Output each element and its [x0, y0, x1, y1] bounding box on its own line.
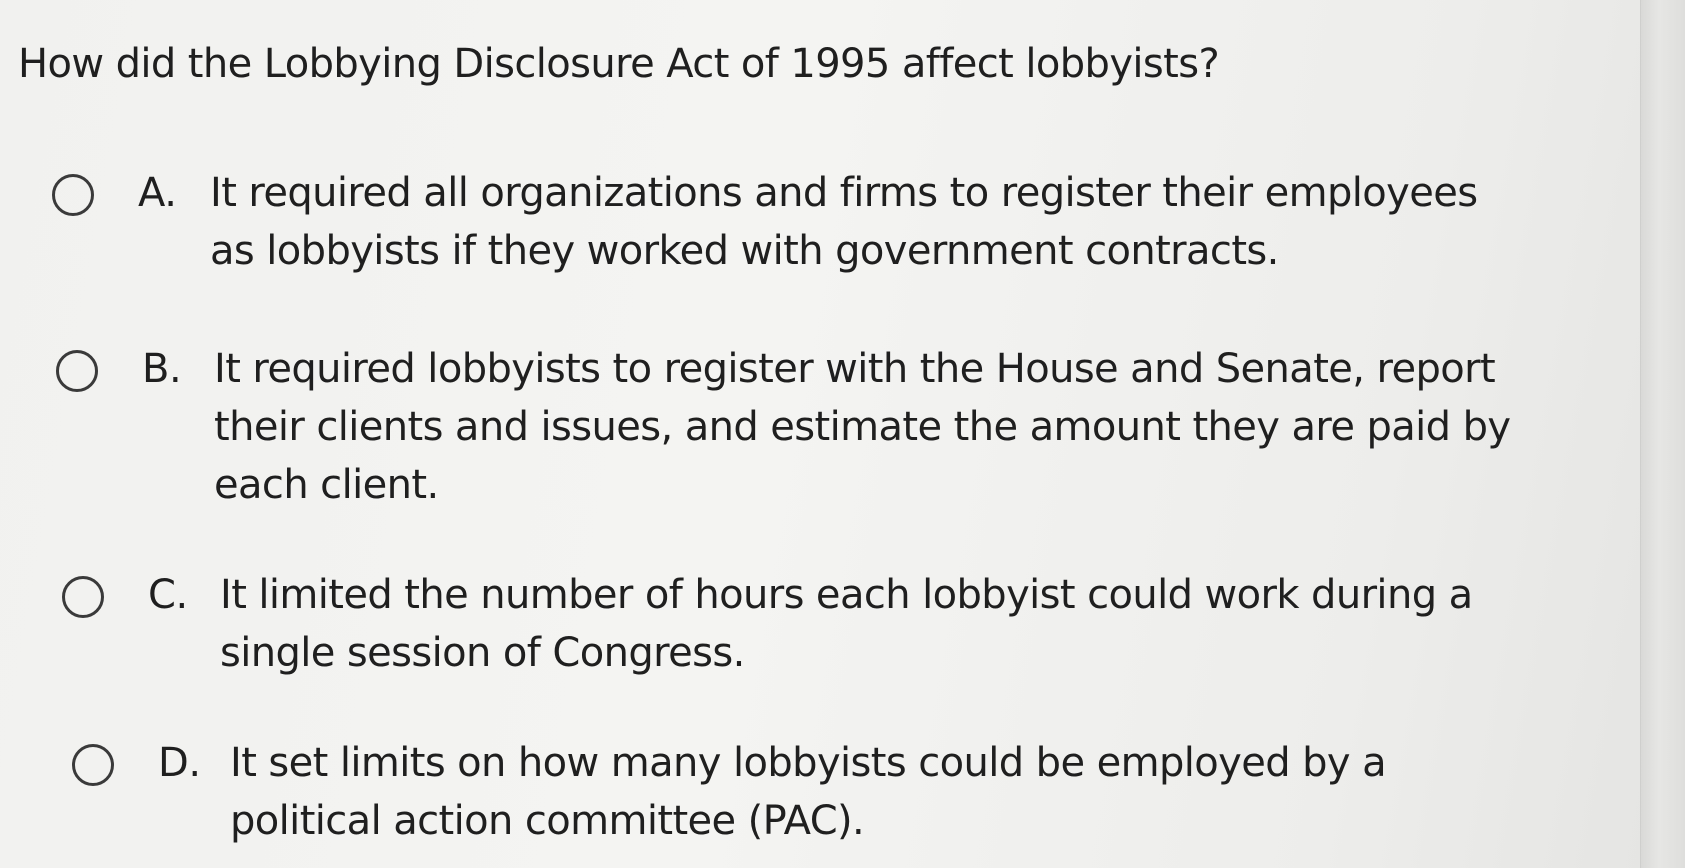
answer-choice-d[interactable] [72, 734, 1386, 850]
choice-text-line: each client. [214, 462, 439, 508]
choice-text-c [220, 566, 1473, 682]
radio-button-d[interactable] [72, 744, 114, 786]
radio-button-a[interactable] [52, 174, 94, 216]
radio-button-c[interactable] [62, 576, 104, 618]
choice-text-line: It required all organizations and firms to register their employees [210, 170, 1478, 216]
choice-text-line: their clients and issues, and estimate the amount they are paid by [214, 404, 1511, 450]
choice-letter-b: B. [142, 346, 182, 392]
choice-letter-d: D. [158, 740, 201, 786]
choice-text-b [214, 340, 1510, 514]
question-text: How did the Lobbying Disclosure Act of 1995 affect lobbyists? [18, 41, 1220, 87]
choice-text-line: It required lobbyists to register with the House and Senate, report [214, 346, 1496, 392]
choice-text-a [210, 164, 1478, 280]
radio-button-b[interactable] [56, 350, 98, 392]
choice-text-line: political action committee (PAC). [230, 798, 865, 844]
choice-text-line: single session of Congress. [220, 630, 745, 676]
choice-text-d [230, 734, 1386, 850]
choice-text-line: as lobbyists if they worked with government contracts. [210, 228, 1279, 274]
screen-bezel [1640, 0, 1685, 868]
answer-choice-a[interactable] [52, 164, 1478, 280]
answer-choice-c[interactable] [62, 566, 1473, 682]
choice-text-line: It set limits on how many lobbyists could be employed by a [230, 740, 1387, 786]
choice-letter-c: C. [148, 572, 188, 618]
choice-letter-a: A. [138, 170, 177, 216]
choice-text-line: It limited the number of hours each lobbyist could work during a [220, 572, 1473, 618]
answer-choice-b[interactable] [56, 340, 1510, 514]
